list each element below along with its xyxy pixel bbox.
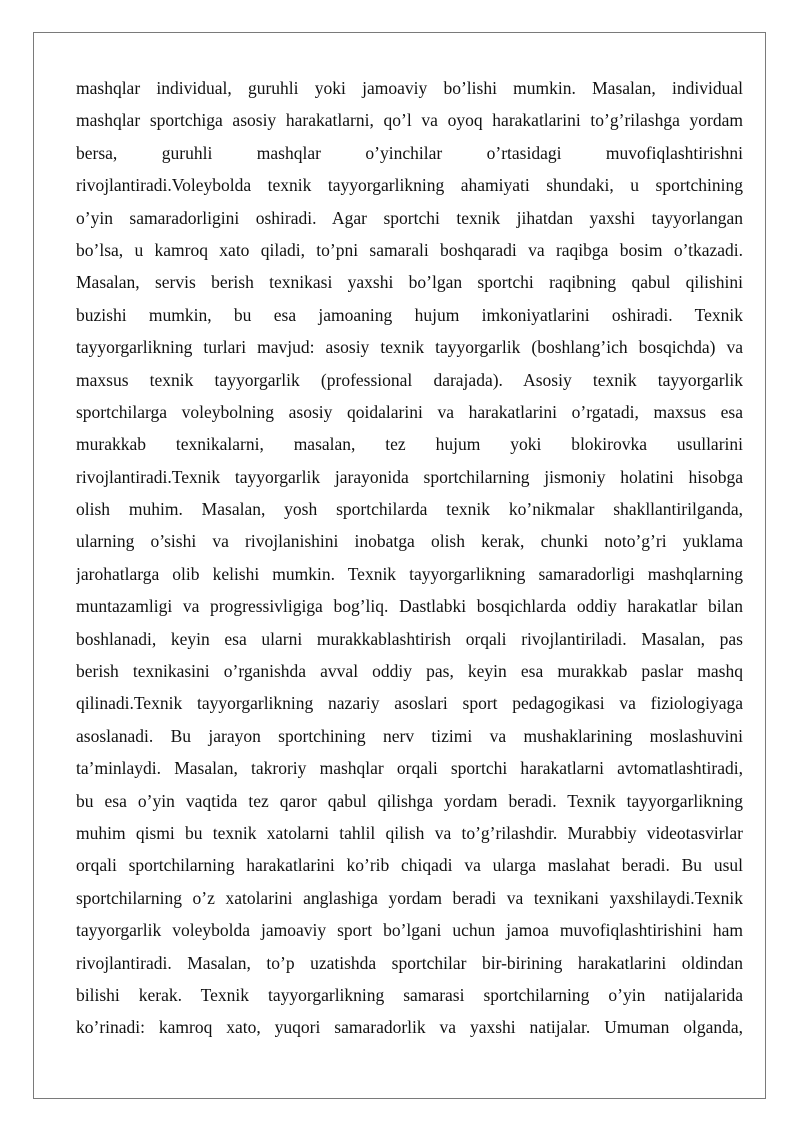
text-line: mashqlar sportchiga asosiy harakatlarni, qo’l va oyoq harakatlarini to’g’rilashga yordam bbox=[76, 110, 743, 131]
text-line: maxsus texnik tayyorgarlik (professional darajada). Asosiy texnik tayyorgarlik bbox=[76, 369, 743, 390]
text-line: bo’lsa, u kamroq xato qiladi, to’pni samarali boshqaradi va raqibga bosim o’tkazadi. bbox=[76, 239, 743, 260]
text-line: tayyorgarlik voleybolda jamoaviy sport bo’lgani uchun jamoa muvofiqlashtirishini ham bbox=[76, 920, 743, 941]
text-line: bu esa o’yin vaqtida tez qaror qabul qilishga yordam beradi. Texnik tayyorgarlikning bbox=[76, 790, 743, 811]
text-line: buzishi mumkin, bu esa jamoaning hujum imkoniyatlarini oshiradi. Texnik bbox=[76, 304, 743, 325]
text-line: murakkab texnikalarni, masalan, tez hujum yoki blokirovka usullarini bbox=[76, 434, 743, 455]
text-line: sportchilarga voleybolning asosiy qoidalarini va harakatlarini o’rgatadi, maxsus esa bbox=[76, 401, 743, 422]
text-line: Masalan, servis berish texnikasi yaxshi bo’lgan sportchi raqibning qabul qilishini bbox=[76, 272, 743, 293]
text-line: mashqlar individual, guruhli yoki jamoaviy bo’lishi mumkin. Masalan, individual bbox=[76, 78, 743, 98]
text-line: tayyorgarlikning turlari mavjud: asosiy texnik tayyorgarlik (boshlang’ich bosqichda) va bbox=[76, 337, 743, 358]
text-line: boshlanadi, keyin esa ularni murakkablashtirish orqali rivojlantiriladi. Masalan, pas bbox=[76, 628, 743, 649]
text-line: muntazamligi va progressivligiga bog’liq. Dastlabki bosqichlarda oddiy harakatlar bilan bbox=[76, 596, 743, 617]
text-line: rivojlantiradi.Voleybolda texnik tayyorgarlikning ahamiyati shundaki, u sportchining bbox=[76, 175, 743, 196]
text-line: olish muhim. Masalan, yosh sportchilarda texnik ko’nikmalar shakllantirilganda, bbox=[76, 499, 743, 520]
text-line: bersa, guruhli mashqlar o’yinchilar o’rtasidagi muvofiqlashtirishni bbox=[76, 142, 743, 163]
text-line: ta’minlaydi. Masalan, takroriy mashqlar orqali sportchi harakatlarni avtomatlashtiradi, bbox=[76, 758, 743, 779]
text-line: rivojlantiradi.Texnik tayyorgarlik jarayonida sportchilarning jismoniy holatini hisobga bbox=[76, 466, 743, 487]
text-line: qilinadi.Texnik tayyorgarlikning nazariy asoslari sport pedagogikasi va fiziologiyaga bbox=[76, 693, 743, 714]
text-line: rivojlantiradi. Masalan, to’p uzatishda sportchilar bir-birining harakatlarini oldindan bbox=[76, 952, 743, 973]
text-line: o’yin samaradorligini oshiradi. Agar sportchi texnik jihatdan yaxshi tayyorlangan bbox=[76, 207, 743, 228]
text-line: ularning o’sishi va rivojlanishini inobatga olish kerak, chunki noto’g’ri yuklama bbox=[76, 531, 743, 552]
text-line: orqali sportchilarning harakatlarini ko’rib chiqadi va ularga maslahat beradi. Bu usul bbox=[76, 855, 743, 876]
text-line: muhim qismi bu texnik xatolarni tahlil qilish va to’g’rilashdir. Murabbiy videotasvirlar bbox=[76, 822, 743, 843]
body-text bbox=[76, 72, 743, 1044]
text-line: jarohatlarga olib kelishi mumkin. Texnik tayyorgarlikning samaradorligi mashqlarning bbox=[76, 563, 743, 584]
text-line: asoslanadi. Bu jarayon sportchining nerv tizimi va mushaklarining moslashuvini bbox=[76, 725, 743, 746]
text-line: berish texnikasini o’rganishda avval oddiy pas, keyin esa murakkab paslar mashq bbox=[76, 661, 743, 682]
text-line: ko’rinadi: kamroq xato, yuqori samaradorlik va yaxshi natijalar. Umuman olganda, bbox=[76, 1017, 743, 1038]
text-line: bilishi kerak. Texnik tayyorgarlikning samarasi sportchilarning o’yin natijalarida bbox=[76, 984, 743, 1005]
text-line: sportchilarning o’z xatolarini anglashiga yordam beradi va texnikani yaxshilaydi.Texnik bbox=[76, 887, 743, 908]
